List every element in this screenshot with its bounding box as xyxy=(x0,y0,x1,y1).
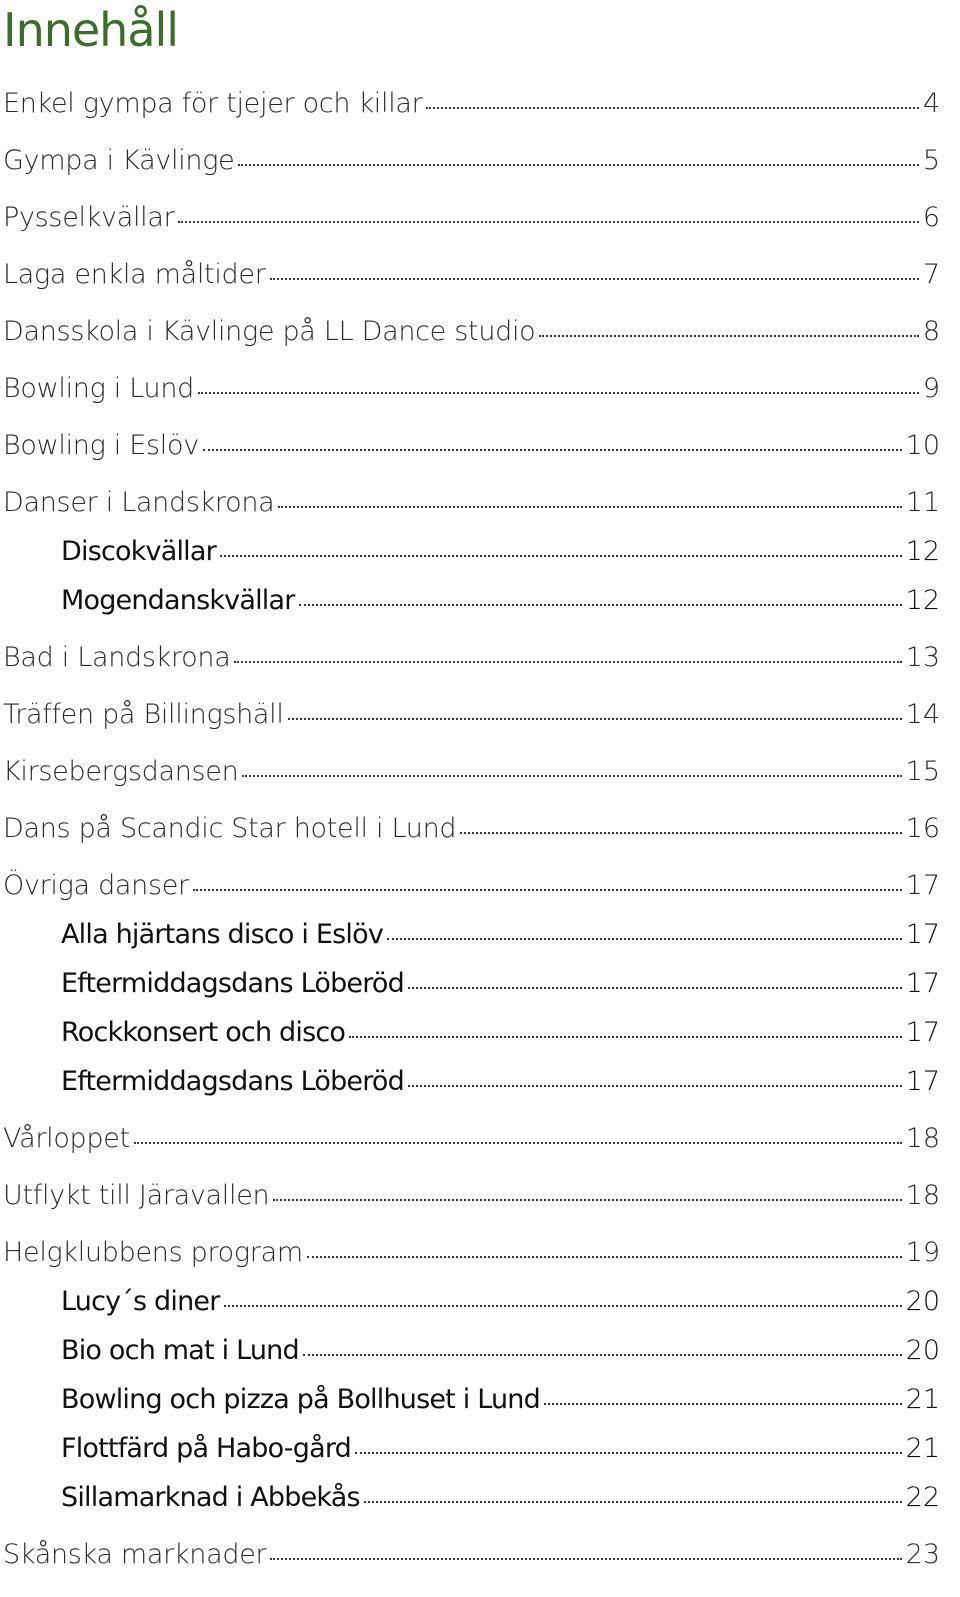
toc-dot-leader xyxy=(238,164,918,166)
toc-dot-leader xyxy=(544,1403,902,1405)
toc-entry-page-number: 16 xyxy=(905,813,940,844)
toc-entry-title: Pysselkvällar xyxy=(3,202,175,233)
toc-dot-leader xyxy=(134,1142,902,1144)
toc-entry[interactable] xyxy=(61,1011,940,1055)
toc-entry[interactable] xyxy=(3,807,940,851)
toc-entry-page-number: 23 xyxy=(905,1539,940,1570)
toc-entry-title: Kirsebergsdansen xyxy=(3,756,239,787)
toc-entry-title: Bio och mat i Lund xyxy=(61,1335,299,1366)
toc-entry-title: Helgklubbens program xyxy=(3,1237,303,1268)
toc-dot-leader xyxy=(203,449,902,451)
toc-entry-page-number: 13 xyxy=(905,642,940,673)
toc-dot-leader xyxy=(198,392,919,394)
toc-entry-page-number: 12 xyxy=(905,585,940,616)
toc-entry-page-number: 20 xyxy=(905,1335,940,1366)
toc-entry-title: Eftermiddagsdans Löberöd xyxy=(61,968,404,999)
toc-dot-leader xyxy=(278,506,901,508)
toc-entry-page-number: 17 xyxy=(905,1066,940,1097)
toc-entry[interactable] xyxy=(61,579,940,623)
toc-entry-title: Dans på Scandic Star hotell i Lund xyxy=(3,813,457,844)
toc-entry[interactable] xyxy=(61,1280,940,1324)
toc-entry-title: Alla hjärtans disco i Eslöv xyxy=(61,919,384,950)
toc-entry[interactable] xyxy=(3,1533,940,1577)
toc-dot-leader xyxy=(288,718,902,720)
toc-entry-page-number: 17 xyxy=(905,1017,940,1048)
toc-entry-title: Gympa i Kävlinge xyxy=(3,145,235,176)
toc-entry-page-number: 10 xyxy=(905,430,940,461)
toc-entry-page-number: 8 xyxy=(922,316,940,347)
toc-entry-page-number: 22 xyxy=(905,1482,940,1513)
toc-entry[interactable] xyxy=(3,310,940,354)
toc-entry-title: Danser i Landskrona xyxy=(3,487,275,518)
toc-entry-page-number: 17 xyxy=(905,870,940,901)
toc-entry[interactable] xyxy=(3,1174,940,1218)
toc-entry-title: Flottfärd på Habo-gård xyxy=(61,1433,351,1464)
toc-dot-leader xyxy=(273,1199,901,1201)
toc-dot-leader xyxy=(539,335,918,337)
toc-dot-leader xyxy=(270,278,919,280)
toc-entry-title: Rockkonsert och disco xyxy=(61,1017,346,1048)
toc-entry[interactable] xyxy=(3,864,940,908)
toc-dot-leader xyxy=(234,661,901,663)
toc-entry-page-number: 12 xyxy=(905,536,940,567)
toc-entry-title: Utflykt till Järavallen xyxy=(3,1180,270,1211)
toc-dot-leader xyxy=(408,1085,902,1087)
toc-entry[interactable] xyxy=(3,693,940,737)
toc-entry[interactable] xyxy=(61,1378,940,1422)
toc-entry[interactable] xyxy=(3,196,940,240)
toc-entry-title: Bowling och pizza på Bollhuset i Lund xyxy=(61,1384,540,1415)
toc-entry-title: Eftermiddagsdans Löberöd xyxy=(61,1066,404,1097)
toc-dot-leader xyxy=(224,1305,902,1307)
toc-entry-page-number: 18 xyxy=(905,1180,940,1211)
toc-entry-title: Sillamarknad i Abbekås xyxy=(61,1482,360,1513)
toc-entry-title: Träffen på Billingshäll xyxy=(3,699,284,730)
toc-entry-page-number: 14 xyxy=(905,699,940,730)
toc-entry-title: Mogendanskvällar xyxy=(61,585,295,616)
toc-entry-page-number: 17 xyxy=(905,968,940,999)
toc-dot-leader xyxy=(307,1256,902,1258)
toc-entry-page-number: 11 xyxy=(905,487,940,518)
toc-entry-page-number: 21 xyxy=(905,1433,940,1464)
toc-entry[interactable] xyxy=(3,424,940,468)
toc-entry-title: Bad i Landskrona xyxy=(3,642,231,673)
toc-entry-page-number: 20 xyxy=(905,1286,940,1317)
toc-entry-title: Dansskola i Kävlinge på LL Dance studio xyxy=(3,316,536,347)
toc-entry-title: Skånska marknader xyxy=(3,1539,267,1570)
toc-entry[interactable] xyxy=(61,913,940,957)
toc-entry-title: Bowling i Lund xyxy=(3,373,194,404)
toc-entry[interactable] xyxy=(3,636,940,680)
toc-entry[interactable] xyxy=(3,1231,940,1275)
toc-entry[interactable] xyxy=(3,750,940,794)
toc-entry[interactable] xyxy=(61,530,940,574)
toc-entry[interactable] xyxy=(61,1060,940,1104)
toc-entry[interactable] xyxy=(3,139,940,183)
toc-dot-leader xyxy=(242,775,901,777)
toc-entry-page-number: 5 xyxy=(922,145,940,176)
toc-entry-title: Laga enkla måltider xyxy=(3,259,266,290)
toc-dot-leader xyxy=(349,1036,902,1038)
toc-dot-leader xyxy=(355,1452,902,1454)
toc-entry-page-number: 4 xyxy=(922,88,940,119)
toc-dot-leader xyxy=(387,938,902,940)
toc-entry-page-number: 15 xyxy=(905,756,940,787)
toc-entry-title: Vårloppet xyxy=(3,1123,130,1154)
toc-entry-page-number: 7 xyxy=(922,259,940,290)
toc-dot-leader xyxy=(408,987,902,989)
toc-entry-page-number: 18 xyxy=(905,1123,940,1154)
toc-entry[interactable] xyxy=(61,1427,940,1471)
toc-dot-leader xyxy=(460,832,901,834)
toc-entry[interactable] xyxy=(3,481,940,525)
page-title: Innehåll xyxy=(3,3,179,57)
toc-entry[interactable] xyxy=(3,367,940,411)
toc-entry-title: Lucy´s diner xyxy=(61,1286,220,1317)
toc-dot-leader xyxy=(220,555,902,557)
toc-dot-leader xyxy=(364,1501,902,1503)
toc-entry-page-number: 6 xyxy=(922,202,940,233)
toc-entry-title: Övriga danser xyxy=(3,870,189,901)
toc-entry[interactable] xyxy=(61,1329,940,1373)
toc-entry-page-number: 19 xyxy=(905,1237,940,1268)
toc-entry-title: Discokvällar xyxy=(61,536,216,567)
toc-entry[interactable] xyxy=(61,1476,940,1520)
toc-dot-leader xyxy=(270,1558,901,1560)
toc-dot-leader xyxy=(193,889,902,891)
toc-dot-leader xyxy=(299,604,902,606)
toc-entry-title: Enkel gympa för tjejer och killar xyxy=(3,88,423,119)
toc-entry-page-number: 17 xyxy=(905,919,940,950)
toc-dot-leader xyxy=(426,107,918,109)
toc-entry[interactable] xyxy=(3,253,940,297)
toc-dot-leader xyxy=(178,221,918,223)
toc-entry[interactable] xyxy=(3,82,940,126)
toc-entry-title: Bowling i Eslöv xyxy=(3,430,199,461)
toc-entry[interactable] xyxy=(61,962,940,1006)
toc-dot-leader xyxy=(303,1354,902,1356)
toc-entry-page-number: 21 xyxy=(905,1384,940,1415)
toc-entry[interactable] xyxy=(3,1117,940,1161)
toc-entry-page-number: 9 xyxy=(922,373,940,404)
